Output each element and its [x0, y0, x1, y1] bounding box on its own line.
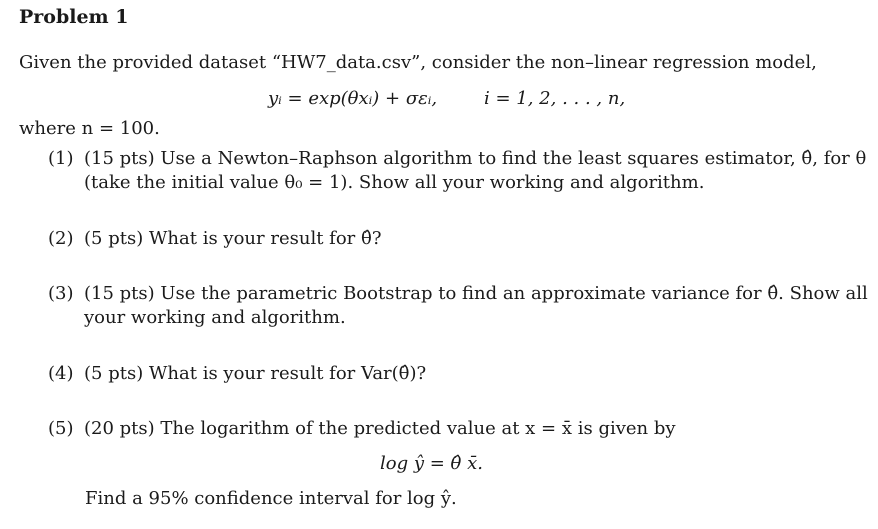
- item-label: (1): [48, 148, 74, 169]
- item-text-line: (5 pts) What is your result for θ̂?: [84, 228, 382, 249]
- item-text-line: (20 pts) The logarithm of the predicted value at x = x̄ is given by: [84, 418, 676, 439]
- log-prediction-equation: log ŷ = θ̂ x̄.: [380, 453, 483, 474]
- intro-text: Given the provided dataset “HW7_data.csv”, consider the non–linear regression model,: [19, 52, 817, 73]
- model-equation: yᵢ = exp(θxᵢ) + σεᵢ,: [268, 88, 438, 109]
- model-index-range: i = 1, 2, . . . , n,: [484, 88, 626, 109]
- final-question: Find a 95% confidence interval for log ŷ.: [85, 488, 457, 509]
- item-text-line: (15 pts) Use the parametric Bootstrap to find an approximate variance for θ̂. Show all: [84, 283, 868, 304]
- item-text-line: your working and algorithm.: [84, 307, 346, 328]
- item-label: (4): [48, 363, 74, 384]
- item-label: (2): [48, 228, 74, 249]
- sample-size-text: where n = 100.: [19, 118, 160, 139]
- problem-title: Problem 1: [19, 6, 129, 28]
- item-label: (3): [48, 283, 74, 304]
- item-text-line: (5 pts) What is your result for Var(θ̂)?: [84, 363, 427, 384]
- item-text-line: (15 pts) Use a Newton–Raphson algorithm to find the least squares estimator, θ̂, for θ: [84, 148, 867, 169]
- item-text-line: (take the initial value θ₀ = 1). Show all your working and algorithm.: [84, 172, 705, 193]
- item-label: (5): [48, 418, 74, 439]
